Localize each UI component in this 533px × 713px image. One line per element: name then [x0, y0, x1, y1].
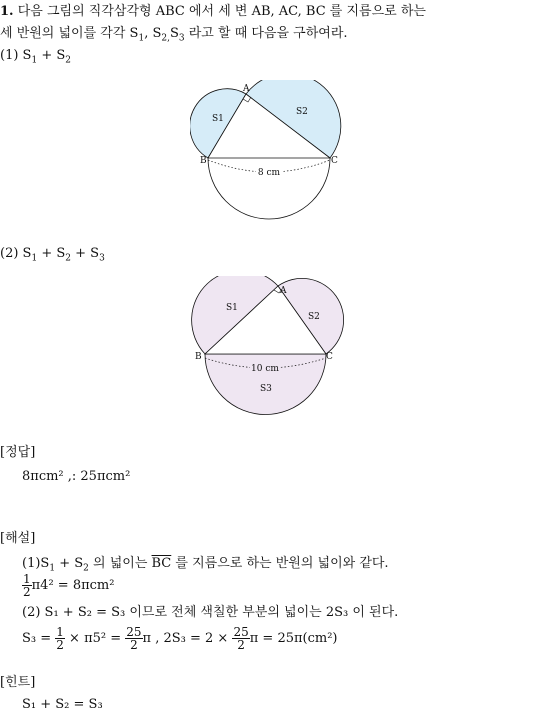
subquestion-1: (1) $S_1 + S_2$ [0, 48, 71, 66]
figure2-label-b: B [195, 352, 202, 362]
expl-l4c: π , 2S₃ = 2 × [142, 631, 233, 646]
expl-bc-overline: $\overline{BC}$ [151, 556, 172, 571]
problem-text-1: 다음 그림의 직각삼각형 ABC 에서 세 변 AB, AC, BC 를 지름으로 하는 [17, 4, 426, 19]
subquestion-1-label: (1) S [0, 48, 32, 63]
hint-line: S₁ + S₂ = S₃ [22, 697, 103, 712]
answer-heading: [정답] [0, 445, 36, 460]
figure1-label-s2: S2 [296, 107, 308, 117]
explanation-heading: [해설] [0, 531, 36, 546]
figure1-label-b: B [200, 156, 207, 166]
expl-l1b: 의 넓이는 [88, 556, 152, 571]
explanation-line-3: (2) S₁ + S₂ = S₃ 이므로 전체 색칠한 부분의 넓이는 2S₃ 이 된다. [22, 605, 399, 620]
answer-line: 8πcm² ,: 25πcm² [22, 469, 131, 484]
expl-l2: π4² = 8πcm² [31, 578, 115, 593]
figure1-label-c: C [331, 156, 338, 166]
figure-2 [190, 276, 350, 416]
expl-l4b: × π5² = [64, 631, 126, 646]
figure2-label-s2: S2 [308, 312, 320, 322]
figure2-label-bc: 10 cm [251, 364, 279, 374]
hint-heading: [힌트] [0, 675, 36, 690]
problem-line-2: 세 반원의 넓이를 각각 $S_1$, $S_{2,}S_3$ 라고 할 때 다음을 구하여라. [0, 26, 348, 44]
figure2-label-s3: S3 [260, 384, 272, 394]
figure2-label-s1: S1 [226, 303, 238, 313]
figure-1 [190, 80, 350, 220]
frac-half-2: $\frac{1}{2}$ [56, 625, 64, 652]
problem-text-2-rest: 라고 할 때 다음을 구하여라. [188, 26, 348, 41]
expl-l4a: S₃ = [22, 631, 56, 646]
figure2-label-c: C [326, 352, 333, 362]
frac-25-2-b: $\frac{25}{2}$ [233, 625, 249, 652]
frac-25-2-a: $\frac{25}{2}$ [126, 625, 142, 652]
problem-text-2: 세 반원의 넓이를 각각 S [0, 26, 139, 41]
expl-l1d: 를 지름으로 하는 반원의 넓이와 같다. [171, 556, 389, 571]
expl-l1a: (1)S [22, 556, 50, 571]
figure1-label-s1: S1 [212, 114, 224, 124]
explanation-line-4 [22, 626, 338, 651]
subquestion-2: (2) $S_1 + S_2 + S_3$ [0, 246, 105, 264]
figure1-label-a: A [243, 84, 250, 94]
figure2-label-a: A [280, 286, 287, 296]
explanation-line-2 [22, 573, 114, 598]
problem-line-1 [0, 4, 426, 20]
problem-number: 1. [0, 4, 14, 19]
figure1-label-bc: 8 cm [257, 168, 281, 178]
expl-l4d: π = 25π(cm²) [249, 631, 338, 646]
frac-half-1: $\frac{1}{2}$ [23, 572, 31, 599]
explanation-line-1: $(1)S_1 + S_2$ 의 넓이는 $\overline{BC}$ 를 지름으로 하는 반원의 넓이와 같다. [22, 556, 389, 574]
subquestion-2-label: (2) S [0, 246, 32, 261]
